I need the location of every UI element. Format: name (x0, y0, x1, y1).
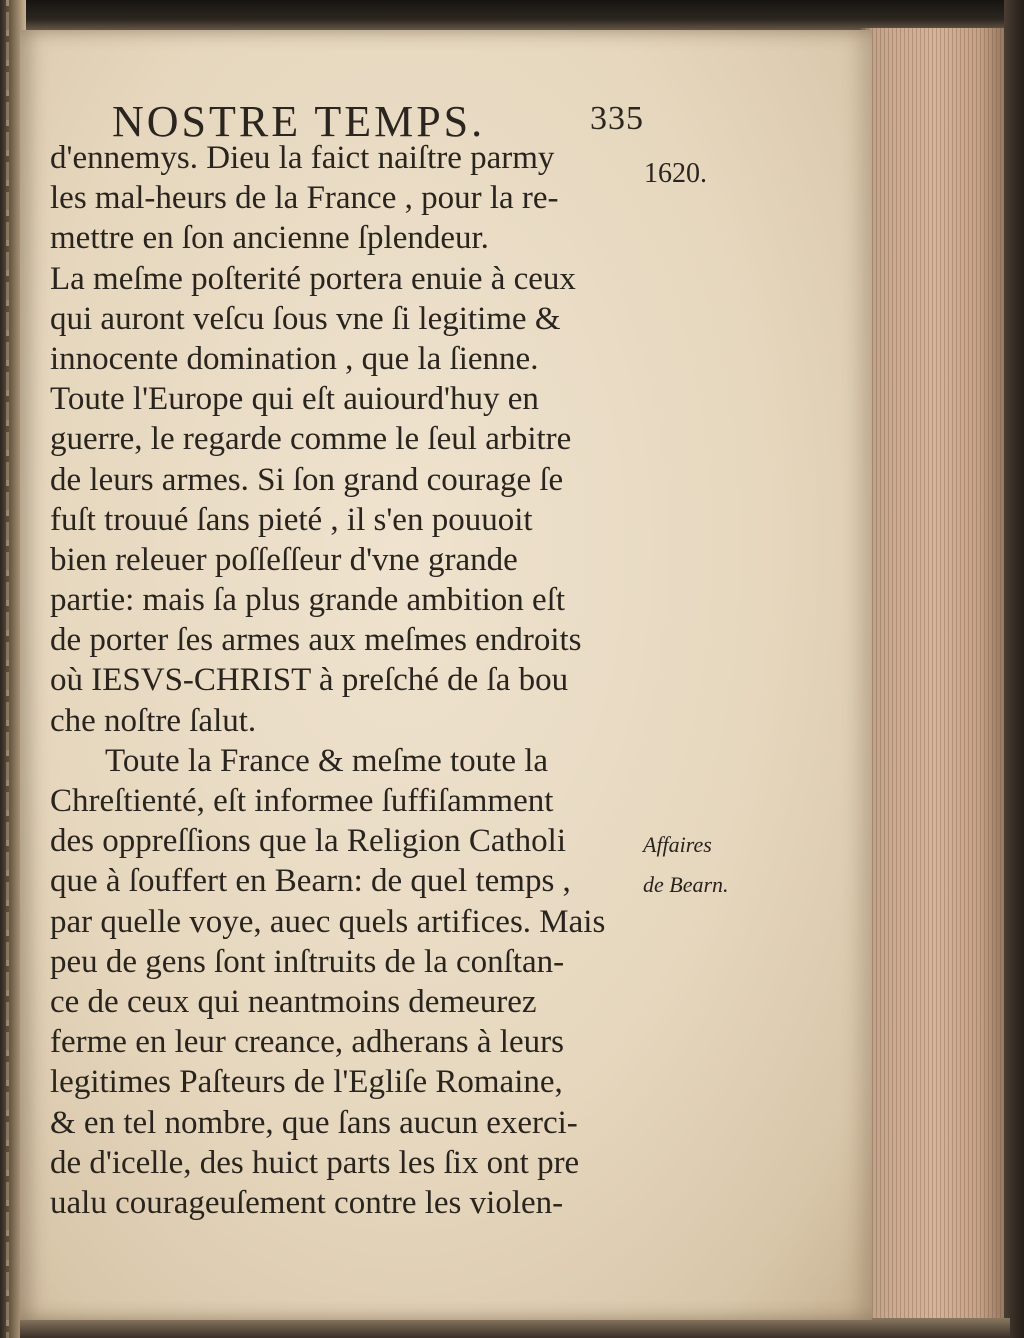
book-bottom-edge (20, 1318, 1010, 1338)
text-line: che noſtre ſalut. (50, 702, 257, 739)
text-line: où IESVS-CHRIST à preſché de ſa bou (50, 662, 569, 699)
text-line: ualu courageuſement contre les violen- (50, 1184, 564, 1221)
text-line: legitimes Paſteurs de l'Egliſe Romaine, (50, 1064, 563, 1101)
text-line: bien releuer poſſeſſeur d'vne grande (50, 541, 518, 578)
text-line: innocente domination , que la ſienne. (50, 340, 539, 377)
book-cover-edge (1004, 0, 1024, 1338)
page-fore-edge (860, 28, 1010, 1328)
text-line: par quelle voye, auec quels artifices. Mais (50, 903, 606, 940)
page-number: 335 (590, 100, 644, 137)
text-line: de d'icelle, des huict parts les ſix ont pre (50, 1144, 580, 1181)
text-line: La meſme poſterité portera enuie à ceux (50, 260, 576, 297)
margin-note-line: de Bearn. (643, 872, 729, 897)
text-line: d'ennemys. Dieu la faict naiſtre parmy (50, 140, 555, 176)
text-line: que à ſouffert en Bearn: de quel temps , (50, 863, 571, 900)
text-line: partie: mais ſa plus grande ambition eſt (50, 582, 566, 619)
text-line: guerre, le regarde comme le ſeul arbitre (50, 421, 572, 458)
text-line: Toute l'Europe qui eſt auiourd'huy en (50, 381, 539, 418)
text-line: de leurs armes. Si ſon grand courage ſe (50, 461, 564, 498)
text-line: peu de gens ſont inſtruits de la conſtan- (50, 943, 565, 980)
margin-note-line: Affaires (643, 832, 712, 857)
paragraph-start-line: Toute la France & meſme toute la (105, 742, 549, 779)
book-page (20, 30, 872, 1320)
text-line: qui auront veſcu ſous vne ſi legitime & (50, 300, 561, 337)
text-line: fuſt trouué ſans pieté , il s'en pouuoit (50, 501, 533, 538)
running-head-title: NOSTRE TEMPS. (112, 97, 486, 146)
text-line: de porter ſes armes aux meſmes endroits (50, 622, 582, 659)
text-line: les mal-heurs de la France , pour la re- (50, 180, 559, 217)
text-line: mettre en ſon ancienne ſplendeur. (50, 220, 489, 257)
body-text (50, 138, 650, 1223)
text-line: & en tel nombre, que ſans aucun exerci- (50, 1104, 578, 1141)
text-line: des oppreſſions que la Religion Catholi (50, 823, 567, 860)
margin-year: 1620. (644, 158, 707, 189)
text-line: ferme en leur creance, adherans à leurs (50, 1024, 564, 1061)
text-line: ce de ceux qui neantmoins demeurez (50, 983, 537, 1020)
margin-note (643, 825, 729, 905)
text-line: Chreſtienté, eſt informee ſuffiſamment (50, 783, 554, 819)
